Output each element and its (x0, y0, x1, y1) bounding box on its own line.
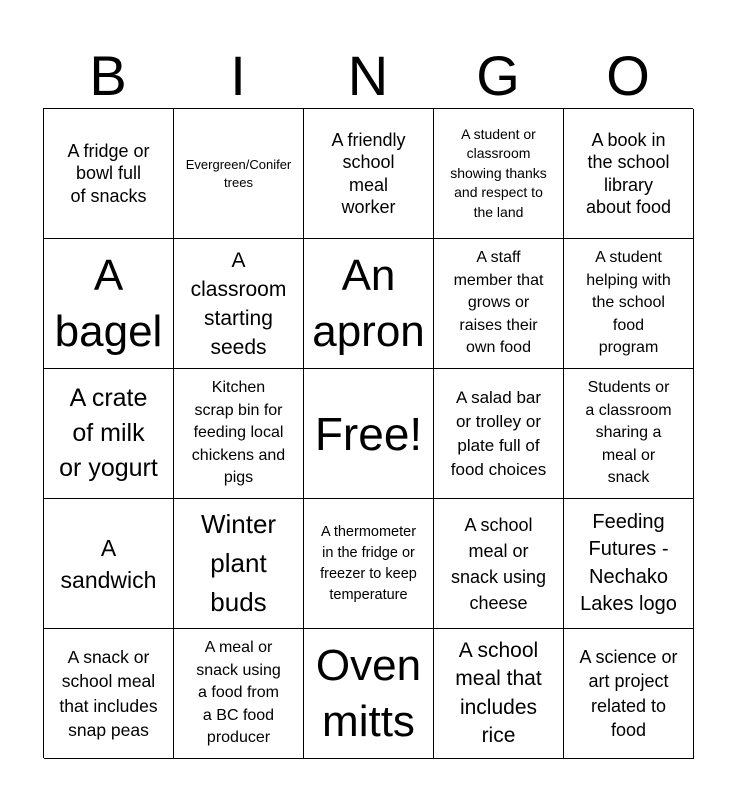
cell-text: A sandwich (60, 534, 157, 593)
bingo-cell-g1[interactable] (434, 109, 564, 239)
cell-text: A school meal or snack using cheese (450, 514, 547, 613)
cell-text: Oven mitts (315, 640, 422, 746)
header-letter-i: I (230, 44, 246, 107)
cell-text: A science or art project related to food (579, 646, 678, 740)
bingo-cell-g2[interactable] (434, 239, 564, 369)
cell-text: A fridge or bowl full of snacks (67, 140, 150, 206)
bingo-cell-n4[interactable] (304, 499, 434, 629)
bingo-cell-g4[interactable] (434, 499, 564, 629)
header-letter-n: N (347, 44, 389, 107)
bingo-cell-n2[interactable] (304, 239, 434, 369)
header-letter-b: B (89, 44, 127, 107)
bingo-header (43, 44, 693, 108)
bingo-cell-o5[interactable] (564, 629, 694, 759)
cell-text: Winter plant buds (200, 509, 277, 617)
cell-text: A student helping with the school food program (586, 249, 671, 357)
bingo-cell-b5[interactable] (44, 629, 174, 759)
bingo-cell-g3[interactable] (434, 369, 564, 499)
cell-text: A staff member that grows or raises their own food (453, 249, 544, 357)
bingo-cell-b2[interactable] (44, 239, 174, 369)
header-letter-o: O (606, 44, 650, 107)
cell-text: A meal or snack using a food from a BC food producer (196, 639, 281, 747)
cell-text: Students or a classroom sharing a meal or snack (585, 379, 672, 487)
cell-text: Evergreen/Conifer trees (185, 156, 292, 190)
bingo-board (43, 108, 693, 758)
cell-text: A student or classroom showing thanks and respect to the land (450, 125, 547, 220)
header-letter-g: G (476, 44, 520, 107)
bingo-cell-i4[interactable] (174, 499, 304, 629)
bingo-cell-i3[interactable] (174, 369, 304, 499)
free-space[interactable] (304, 369, 434, 499)
bingo-cell-o3[interactable] (564, 369, 694, 499)
cell-text: Kitchen scrap bin for feeding local chickens and pigs (191, 379, 286, 487)
bingo-cell-i5[interactable] (174, 629, 304, 759)
cell-text: An apron (312, 250, 425, 356)
bingo-cell-i1[interactable] (174, 109, 304, 239)
bingo-cell-n1[interactable] (304, 109, 434, 239)
free-space-label: Free! (314, 407, 423, 460)
bingo-cell-b1[interactable] (44, 109, 174, 239)
bingo-cell-n5[interactable] (304, 629, 434, 759)
cell-text: A bagel (54, 250, 163, 356)
cell-text: A crate of milk or yogurt (59, 384, 158, 482)
cell-text: A school meal that includes rice (455, 638, 542, 747)
cell-text: Feeding Futures - Nechako Lakes logo (580, 510, 677, 615)
bingo-cell-o1[interactable] (564, 109, 694, 239)
bingo-cell-b4[interactable] (44, 499, 174, 629)
bingo-cell-o2[interactable] (564, 239, 694, 369)
cell-text: A classroom starting seeds (190, 248, 287, 359)
bingo-cell-g5[interactable] (434, 629, 564, 759)
cell-text: A friendly school meal worker (331, 129, 406, 217)
bingo-cell-b3[interactable] (44, 369, 174, 499)
cell-text: A snack or school meal that includes snap peas (59, 646, 158, 740)
bingo-cell-i2[interactable] (174, 239, 304, 369)
cell-text: A salad bar or trolley or plate full of food choices (450, 387, 547, 479)
cell-text: A thermometer in the fridge or freezer to keep temperature (320, 523, 417, 603)
cell-text: A book in the school library about food (585, 129, 672, 217)
bingo-cell-o4[interactable] (564, 499, 694, 629)
